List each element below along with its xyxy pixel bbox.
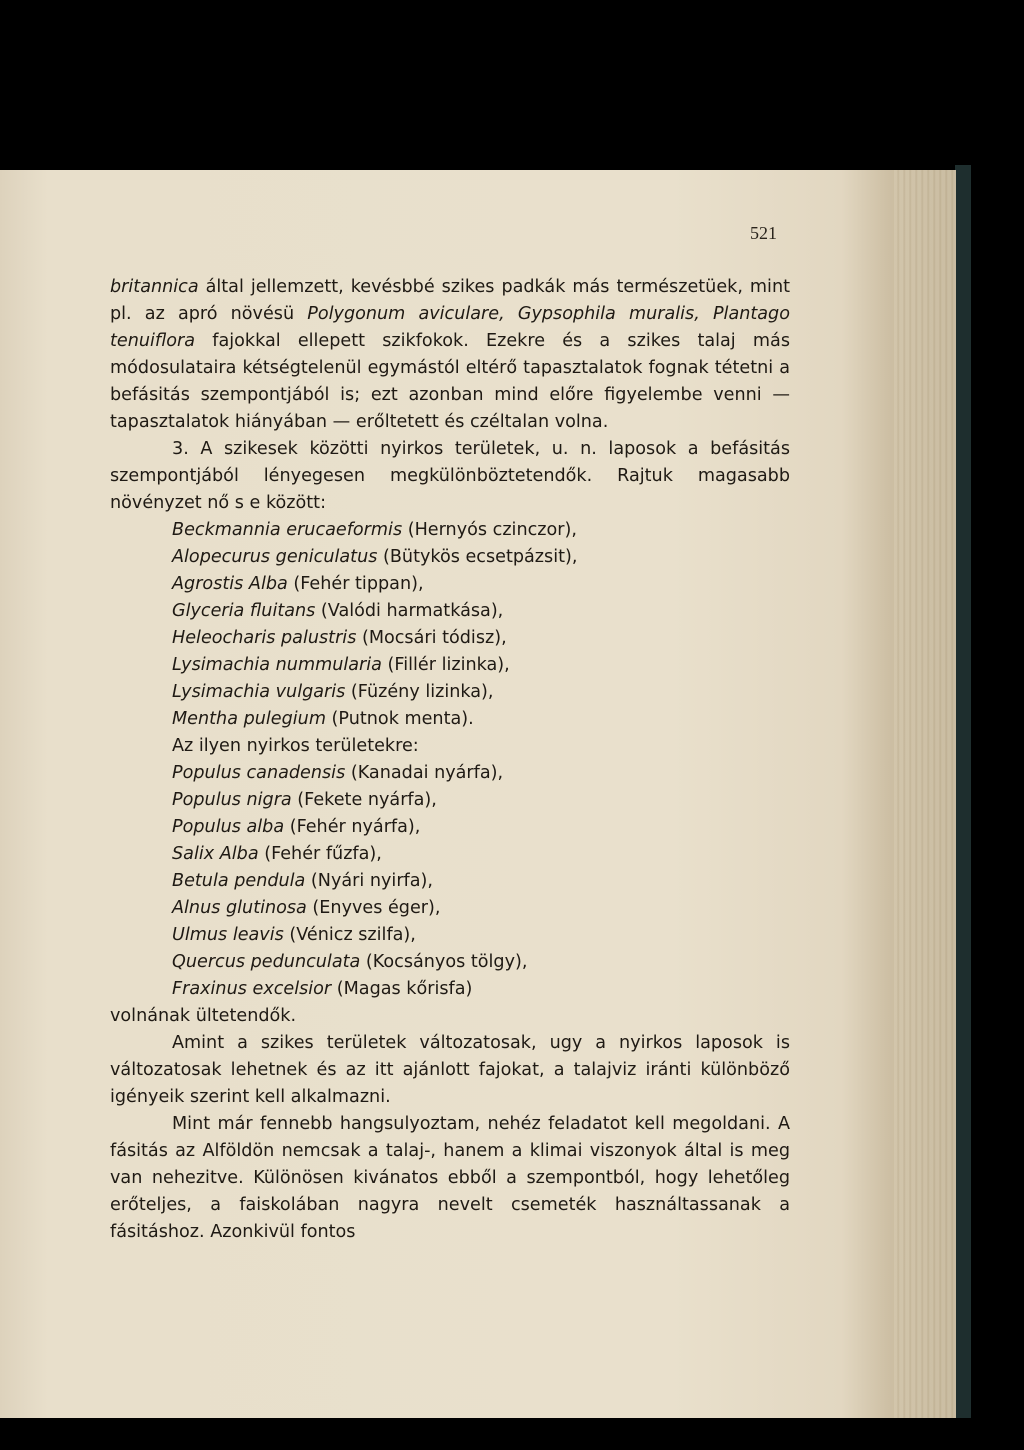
scan-background-bottom: [0, 1418, 1024, 1450]
common-name: (Nyári nyirfa),: [305, 871, 433, 891]
paragraph-5: Amint a szikes területek változatosak, ugy a nyirkos laposok is változatosak lehetnek és az itt ajánlott fajokat, a talajviz iránti különböző igényeik szerint kell alkalmazni.: [110, 1033, 790, 1107]
list-item: [110, 922, 790, 949]
list-item: [110, 544, 790, 571]
book-page: [0, 170, 956, 1418]
common-name: (Fehér nyárfa),: [284, 817, 421, 837]
common-name: (Valódi harmatkása),: [315, 601, 504, 621]
common-name: (Fekete nyárfa),: [291, 790, 437, 810]
paragraph-4: volnának ültetendők.: [110, 1006, 297, 1026]
list-item: [110, 598, 790, 625]
common-name: (Enyves éger),: [306, 898, 441, 918]
list-item: [110, 814, 790, 841]
latin-name: Agrostis Alba: [172, 574, 288, 594]
paragraph-6: Mint már fennebb hangsulyoztam, nehéz feladatot kell megoldani. A fásitás az Alföldön nemcsak a talaj-, hanem a klimai viszonyok által is meg van nehezitve. Különösen kivánatos ebből a szempontból, hogy lehetőleg erőteljes, a faiskolában nagyra nevelt csemeték használtassanak a fásitáshoz. Azonkivül fontos: [110, 1114, 790, 1242]
list-item: [110, 706, 790, 733]
common-name: (Kanadai nyárfa),: [345, 763, 504, 783]
common-name: (Fillér lizinka),: [381, 655, 510, 675]
latin-name: Populus canadensis: [172, 763, 346, 783]
common-name: (Bütykös ecsetpázsit),: [377, 547, 578, 567]
list-item: [110, 652, 790, 679]
list-item: [110, 517, 790, 544]
latin-name: Heleocharis palustris: [172, 628, 357, 648]
latin-name: Salix Alba: [172, 844, 259, 864]
latin-name: Alopecurus geniculatus: [172, 547, 378, 567]
paragraph-3: Az ilyen nyirkos területekre:: [172, 736, 419, 756]
latin-name: Populus nigra: [172, 790, 292, 810]
latin-name: Quercus pedunculata: [172, 952, 361, 972]
latin-name: Beckmannia erucaeformis: [172, 520, 403, 540]
latin-name: Lysimachia nummularia: [172, 655, 382, 675]
tree-list: [110, 760, 790, 1003]
book-cover-edge: [955, 165, 971, 1423]
list-item: [110, 679, 790, 706]
list-item: [110, 895, 790, 922]
scan-background-top: [0, 0, 1024, 168]
latin-name: Glyceria fluitans: [172, 601, 316, 621]
list-item: [110, 760, 790, 787]
list-item: [110, 868, 790, 895]
page-number: 521: [750, 223, 777, 243]
latin-term: Polygonum aviculare, Gypsophila muralis, Plantago tenuiflora: [110, 304, 790, 351]
list-item: [110, 841, 790, 868]
text-run: által jellemzett, kevésbbé szikes padkák más természetüek, mint pl. az apró növésü: [110, 277, 790, 324]
list-item: [110, 976, 790, 1003]
common-name: (Magas kőrisfa): [331, 979, 473, 999]
text-run: fajokkal ellepett szikfokok. Ezekre és a szikes talaj más módosulataira kétségtelenül egymástól eltérő tapasztalatok fognak tétetni a befásitás szempontjából is; ezt azonban mind előre figyelembe venni — tapasztalatok hiányában — erőltetett és czéltalan volna.: [110, 331, 790, 432]
latin-name: Fraxinus excelsior: [172, 979, 332, 999]
page-text: [110, 274, 790, 1246]
common-name: (Vénicz szilfa),: [283, 925, 416, 945]
list-item: [110, 571, 790, 598]
paragraph-1: [110, 274, 790, 436]
latin-name: Betula pendula: [172, 871, 306, 891]
common-name: (Hernyós czinczor),: [402, 520, 577, 540]
paragraph-2: 3. A szikesek közötti nyirkos területek, u. n. laposok a befásitás szempontjából lényegesen megkülönböztetendők. Rajtuk magasabb növényzet nő s e között:: [110, 439, 790, 513]
common-name: (Füzény lizinka),: [345, 682, 494, 702]
common-name: (Putnok menta).: [325, 709, 474, 729]
latin-term: britannica: [110, 277, 199, 297]
latin-name: Alnus glutinosa: [172, 898, 307, 918]
latin-name: Populus alba: [172, 817, 285, 837]
wetland-plant-list: [110, 517, 790, 733]
latin-name: Mentha pulegium: [172, 709, 326, 729]
latin-name: Lysimachia vulgaris: [172, 682, 346, 702]
common-name: (Fehér tippan),: [287, 574, 424, 594]
list-item: [110, 625, 790, 652]
common-name: (Fehér fűzfa),: [258, 844, 382, 864]
list-item: [110, 949, 790, 976]
page-edge-stack: [894, 170, 956, 1418]
common-name: (Mocsári tódisz),: [356, 628, 507, 648]
common-name: (Kocsányos tölgy),: [360, 952, 528, 972]
list-item: [110, 787, 790, 814]
latin-name: Ulmus leavis: [172, 925, 284, 945]
